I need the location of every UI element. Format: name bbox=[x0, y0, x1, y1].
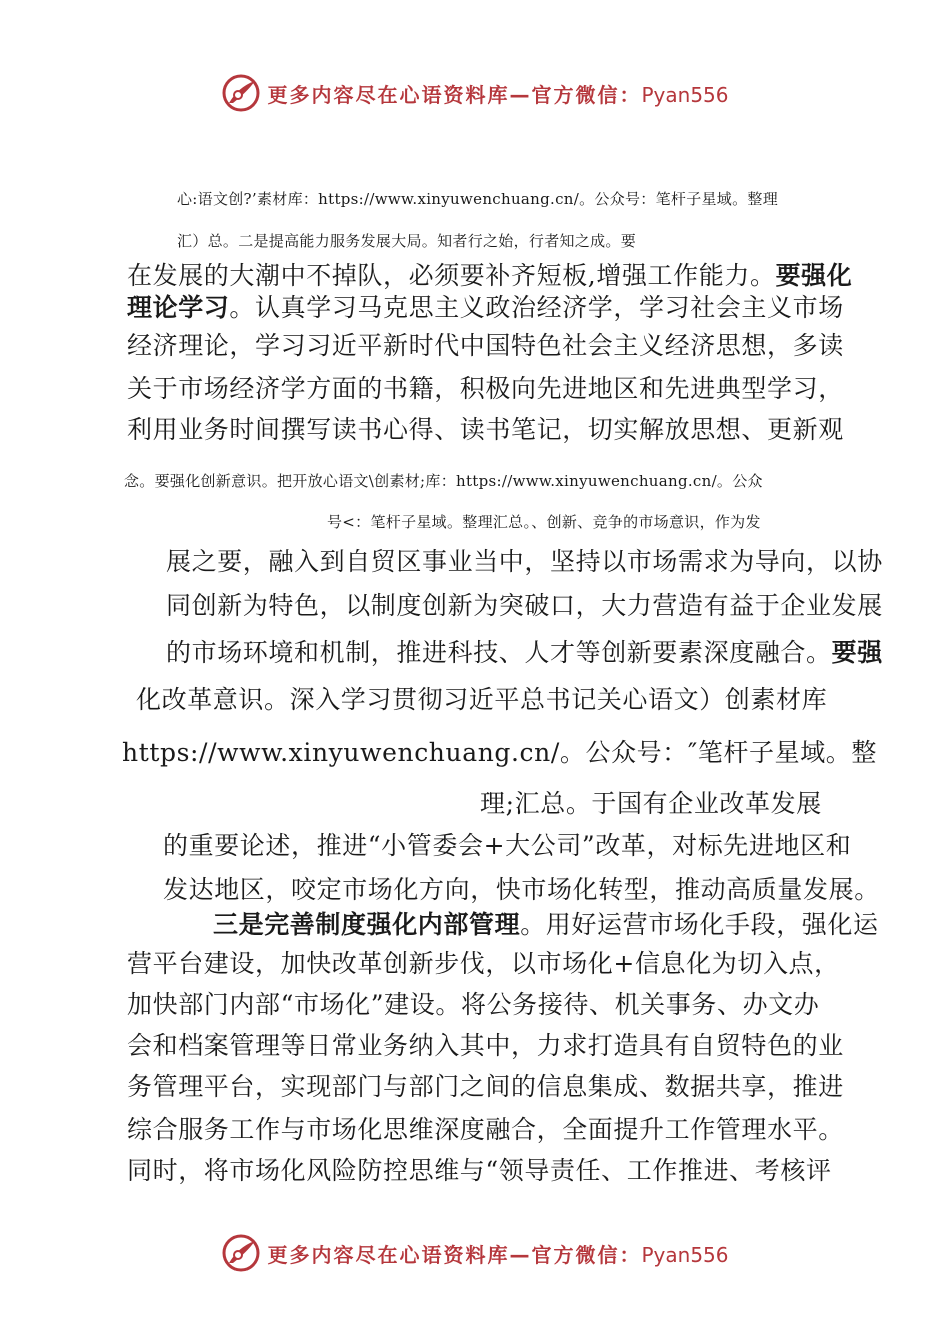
text-line-19: 营平台建设，加快改革创新步伐，以市场化+信息化为切入点， bbox=[127, 949, 840, 978]
text-line-5: 经济理论，学习习近平新时代中国特色社会主义经济思想，多读 bbox=[127, 331, 844, 360]
text-line-12: 的市场环境和机制，推进科技、人才等创新要素深度融合。要强 bbox=[166, 638, 883, 667]
text-line-20: 加快部门内部“市场化”建设。将公务接待、机关事务、办文办 bbox=[127, 990, 820, 1019]
text-line-11: 同创新为特色，以制度创新为突破口，大力营造有益于企业发展 bbox=[166, 591, 883, 620]
text-line-8: 念。要强化创新意识。把开放心语文\创素材;库：https://www.xinyuwenchuang.cn/。公众 bbox=[124, 472, 763, 490]
text-line-10: 展之要，融入到自贸区事业当中，坚持以市场需求为导向，以协 bbox=[166, 547, 883, 576]
text-line-7: 利用业务时间撰写读书心得、读书笔记，切实解放思想、更新观 bbox=[127, 415, 844, 444]
text-line-13: 化改革意识。深入学习贯彻习近平总书记关心语文）创素材库 bbox=[136, 685, 828, 714]
text-line-14: https://www.xinyuwenchuang.cn/。公众号：″笔杆子星域。整 bbox=[122, 738, 878, 767]
header-banner-id: Pyan556 bbox=[641, 82, 729, 107]
footer-banner-text: 更多内容尽在心语资料库—官方微信：Pyan556 bbox=[267, 1242, 729, 1267]
text-line-9: 号<：笔杆子星域。整理汇总。、创新、竞争的市场意识，作为发 bbox=[327, 513, 761, 531]
quill-seal-logo-icon bbox=[221, 73, 261, 113]
text-line-22: 务管理平台，实现部门与部门之间的信息集成、数据共享，推进 bbox=[127, 1072, 844, 1101]
text-line-4: 理论学习。认真学习马克思主义政治经济学，学习社会主义市场 bbox=[127, 293, 844, 322]
text-line-23: 综合服务工作与市场化思维深度融合，全面提升工作管理水平。 bbox=[127, 1115, 844, 1144]
text-line-2: 汇）总。二是提高能力服务发展大局。知者行之始，行者知之成。要 bbox=[177, 232, 637, 250]
text-line-17: 发达地区，咬定市场化方向，快市场化转型，推动高质量发展。 bbox=[163, 875, 880, 904]
text-line-1: 心:语文创?’素材库：https://www.xinyuwenchuang.cn/。公众号：笔杆子星域。整理 bbox=[177, 190, 778, 208]
text-line-16: 的重要论述，推进“小管委会+大公司”改革，对标先进地区和 bbox=[163, 831, 852, 860]
text-line-6: 关于市场经济学方面的书籍，积极向先进地区和先进典型学习， bbox=[127, 374, 844, 403]
header-banner-text: 更多内容尽在心语资料库—官方微信：Pyan556 bbox=[267, 82, 729, 107]
text-line-21: 会和档案管理等日常业务纳入其中，力求打造具有自贸特色的业 bbox=[127, 1031, 844, 1060]
text-line-18: 三是完善制度强化内部管理。用好运营市场化手段，强化运 bbox=[213, 910, 879, 939]
text-line-15: 理;汇总。于国有企业改革发展 bbox=[480, 789, 822, 818]
header-banner bbox=[0, 68, 950, 118]
quill-seal-logo-icon bbox=[221, 1233, 261, 1273]
text-line-24: 同时，将市场化风险防控思维与“领导责任、工作推进、考核评 bbox=[127, 1156, 832, 1185]
footer-banner bbox=[0, 1228, 950, 1278]
footer-banner-id: Pyan556 bbox=[641, 1242, 729, 1267]
text-line-3: 在发展的大潮中不掉队，必须要补齐短板,增强工作能力。要强化 bbox=[127, 261, 853, 290]
